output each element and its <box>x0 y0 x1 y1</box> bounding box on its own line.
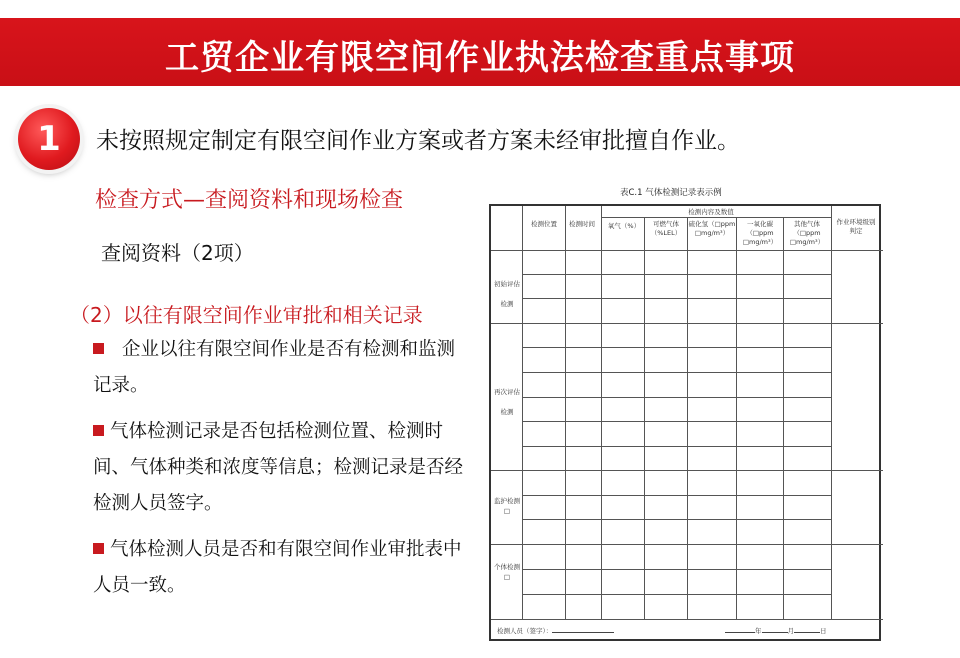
table-footer-date: 年 月 日 <box>725 626 827 635</box>
main-point-text: 未按照规定制定有限空间作业方案或者方案未经审批擅自作业。 <box>96 128 740 154</box>
page-title: 工贸企业有限空间作业执法检查重点事项 <box>165 38 795 78</box>
inspection-method: 检查方式—查阅资料和现场检查 <box>95 188 404 213</box>
column-header: 一氧化碳（□ppm □mg/m³） <box>742 220 778 246</box>
bullet-list <box>93 332 473 604</box>
point-number-badge: 1 <box>18 108 80 170</box>
title-banner <box>0 18 960 86</box>
column-header: 可燃气体（%LEL） <box>650 220 682 237</box>
sub-heading: 查阅资料（2项） <box>101 241 254 265</box>
bullet-item: 企业以往有限空间作业是否有检测和监测记录。 <box>93 339 456 396</box>
bullet-item: 气体检测记录是否包括检测位置、检测时间、气体种类和浓度等信息；检测记录是否经检测人员签字。 <box>93 421 464 514</box>
column-header: 硫化氢（□ppm □mg/m³） <box>688 220 736 237</box>
table-group-header: 检测内容及数值 <box>688 208 734 216</box>
table-footer-signature: 检测人员（签字）： <box>497 626 614 635</box>
row-group-label: 再次评估检测 <box>494 388 520 416</box>
column-header: 检测时间 <box>569 220 595 228</box>
column-header: 氧气（%） <box>607 222 641 230</box>
column-header: 检测位置 <box>531 220 557 228</box>
row-group-label: 个体检测 □ <box>494 563 520 581</box>
bullet-item: 气体检测人员是否和有限空间作业审批表中人员一致。 <box>93 539 462 596</box>
item-heading: （2）以往有限空间作业审批和相关记录 <box>70 303 423 327</box>
table-caption: 表C.1 气体检测记录表示例 <box>620 188 722 198</box>
column-header: 其他气体（□ppm □mg/m³） <box>789 220 825 246</box>
gas-detection-record-table <box>489 204 881 641</box>
square-bullet-icon <box>93 343 104 354</box>
square-bullet-icon <box>93 543 104 554</box>
square-bullet-icon <box>93 425 104 436</box>
row-group-label: 初始评估检测 <box>494 280 520 308</box>
column-header: 作业环境级别判定 <box>836 218 876 235</box>
row-group-label: 监护检测 □ <box>494 497 520 515</box>
